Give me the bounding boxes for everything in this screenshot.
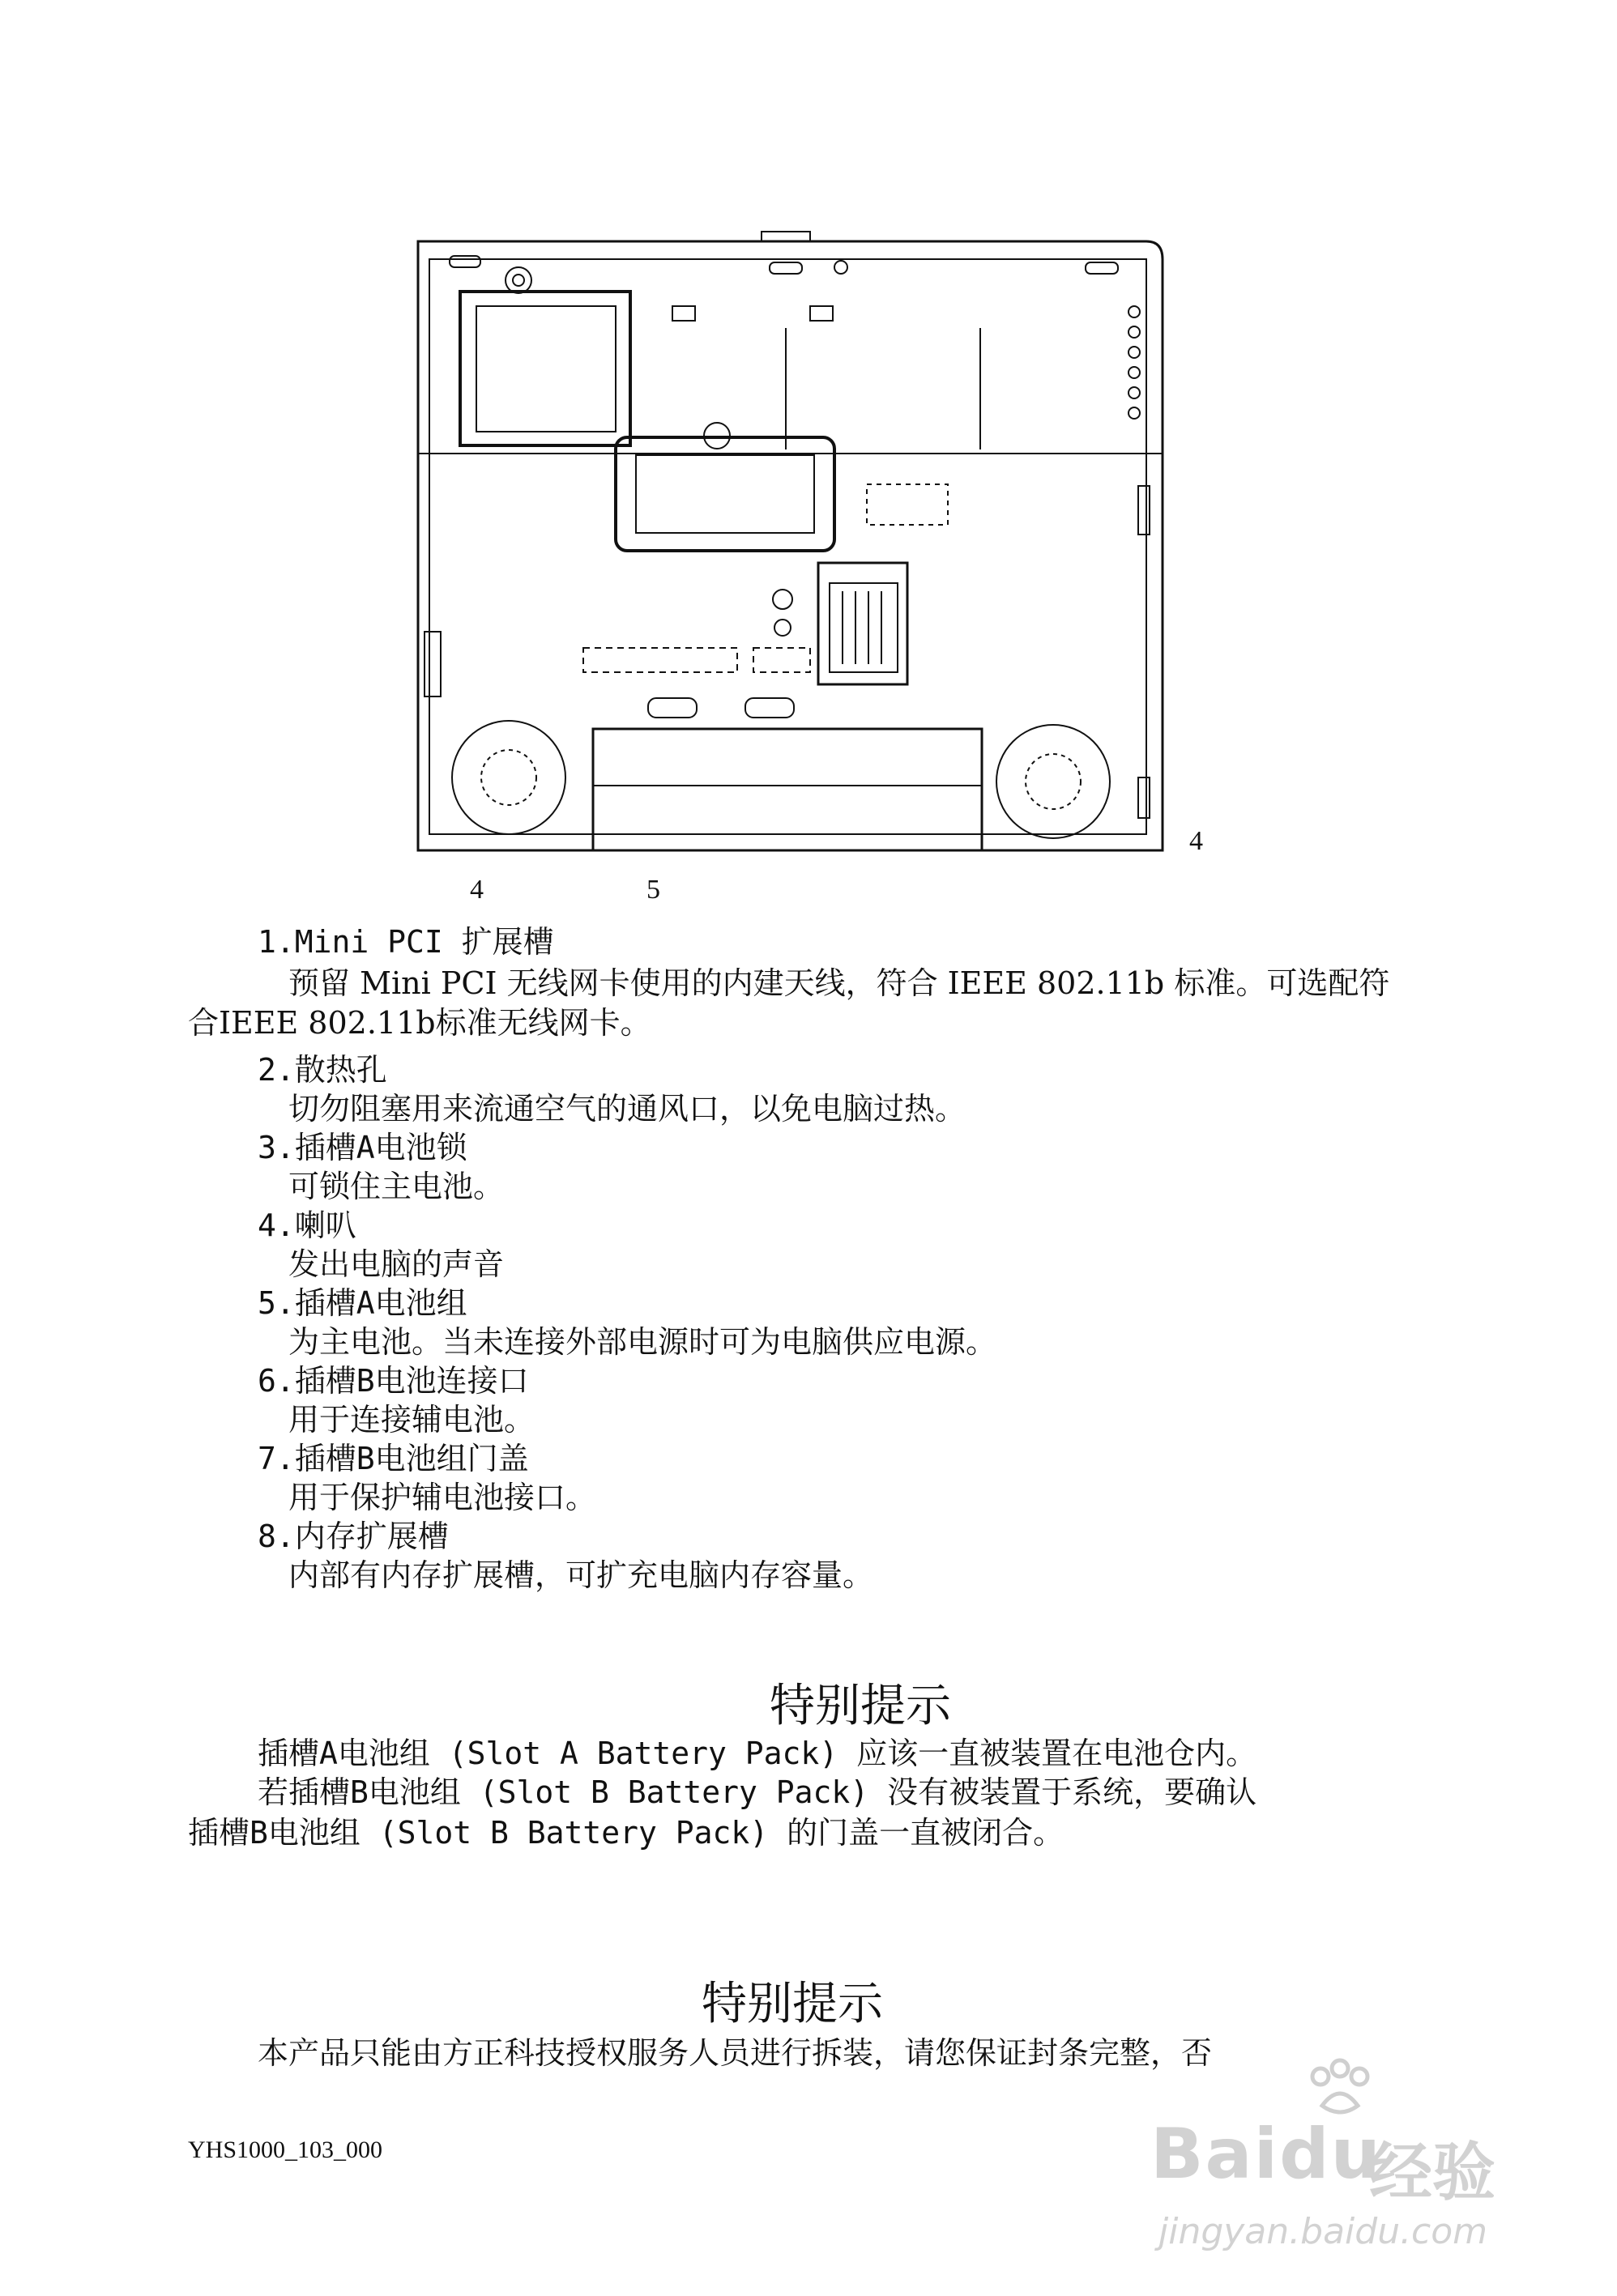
item-8-desc: 内部有内存扩展槽，可扩充电脑内存容量。	[288, 1557, 874, 1593]
item-5-desc: 为主电池。当未连接外部电源时可为电脑供应电源。	[288, 1324, 997, 1360]
item-7-title: 7.插槽B电池组门盖	[258, 1441, 529, 1476]
item-6-desc: 用于连接辅电池。	[288, 1402, 535, 1438]
item-4-title: 4.喇叭	[258, 1208, 356, 1243]
watermark-product: 经验	[1369, 2136, 1496, 2209]
callout-4-right: 4	[1189, 826, 1203, 856]
watermark-brand-suffix: du	[1279, 2114, 1382, 2195]
item-3-title: 3.插槽A电池锁	[258, 1130, 467, 1165]
notice-1-line-3: 插槽B电池组 (Slot B Battery Pack) 的门盖一直被闭合。	[188, 1815, 1064, 1851]
watermark-brand: Bai	[1150, 2114, 1280, 2195]
item-2-desc: 切勿阻塞用来流通空气的通风口，以免电脑过热。	[288, 1091, 966, 1127]
item-6-title: 6.插槽B电池连接口	[258, 1363, 529, 1399]
item-1-desc-line1: 预留 Mini PCI 无线网卡使用的内建天线，符合 IEEE 802.11b 标准。可选配符	[288, 965, 1390, 1001]
notice-1-line-1: 插槽A电池组 (Slot A Battery Pack) 应该一直被装置在电池仓内。	[258, 1736, 1257, 1771]
item-8-title: 8.内存扩展槽	[258, 1519, 449, 1554]
laptop-bottom-diagram	[405, 227, 1231, 875]
document-code: YHS1000_103_000	[188, 2136, 383, 2163]
notice-2-line-1: 本产品只能由方正科技授权服务人员进行拆装，请您保证封条完整，否	[258, 2035, 1213, 2071]
baidu-watermark	[1150, 2057, 1523, 2268]
item-2-title: 2.散热孔	[258, 1052, 387, 1088]
item-5-title: 5.插槽A电池组	[258, 1285, 467, 1321]
item-1-desc-line2: 合IEEE 802.11b标准无线网卡。	[188, 1005, 651, 1041]
item-4-desc: 发出电脑的声音	[288, 1246, 505, 1282]
callout-5: 5	[646, 875, 660, 905]
notice-2-heading: 特别提示	[702, 1978, 883, 2030]
paw-icon	[1304, 2057, 1377, 2122]
watermark-url: jingyan.baidu.com	[1158, 2211, 1488, 2252]
notice-1-line-2: 若插槽B电池组 (Slot B Battery Pack) 没有被装置于系统，要确认	[258, 1774, 1257, 1810]
item-7-desc: 用于保护辅电池接口。	[288, 1480, 597, 1515]
item-1-title: 1.Mini PCI 扩展槽	[258, 924, 554, 960]
notice-1-heading: 特别提示	[770, 1680, 951, 1732]
item-3-desc: 可锁住主电池。	[288, 1169, 505, 1204]
callout-4-left: 4	[470, 875, 484, 905]
